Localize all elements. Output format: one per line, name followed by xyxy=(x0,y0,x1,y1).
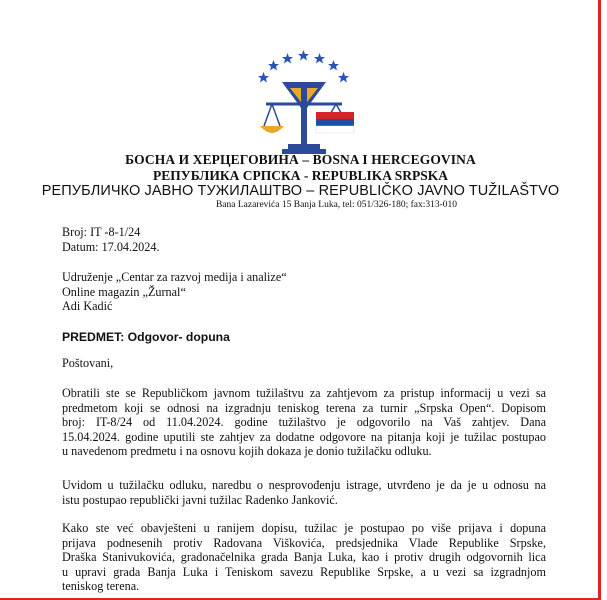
paragraph-decision xyxy=(62,478,546,507)
recipient-organization: Udruženje „Centar za razvoj medija i analize“ xyxy=(62,270,287,284)
header-country: БОСНА И ХЕРЦЕГОВИНА – BOSNA I HERCEGOVINA xyxy=(125,152,476,167)
paragraph-line: Obratili ste se Republičkom javnom tužilaštvu za zahtjevom za pristup informacij u vezi sa xyxy=(62,386,546,400)
subject-line xyxy=(62,330,230,345)
paragraph-line: teniskog terena. xyxy=(62,579,140,594)
paragraph-line: prijava podnesenih protiv Radovana Viškovića, predsjednika Vlade Republike Srpske, xyxy=(62,535,546,550)
paragraph-line: Draška Stanivukovića, gradonačelnika grada Banja Luka, kao i protiv drugih odgovornih lica xyxy=(62,550,546,565)
paragraph-line: u navedenom predmetu i na osnovu kojih dokaza je donio tužilačku odluku. xyxy=(62,444,432,459)
header-entity: РЕПУБЛИКА СРПСКА - REPUBLIKA SRPSKA xyxy=(153,168,448,183)
scale-left-pan xyxy=(260,104,284,133)
recipient-name: Adi Kadić xyxy=(62,299,113,313)
paragraph-line: Kako ste već obavješteni u ranijem dopisu, tužilac je postupao po više prijava i dopuna xyxy=(62,521,546,535)
recipient-magazine: Online magazin „Žurnal“ xyxy=(62,284,186,299)
paragraph-line: broj: IT-8/24 od 11.04.2024. godine tužilaštvo je odgovorilo na Vaš zahtjev. Dana xyxy=(62,415,546,430)
header-institution: РЕПУБЛИЧКО ЈАВНО ТУЖИЛАШТВО – REPUBLIČKO JAVNO TUŽILAŠTVO xyxy=(41,183,560,199)
paragraph-line: Uvidom u tužilačku odluku, naredbu o nesprovođenju istrage, utvrđeno je da je u odnosu na xyxy=(62,478,546,492)
prosecutor-emblem-logo xyxy=(252,48,356,156)
reference-date: Datum: 17.04.2024. xyxy=(62,239,160,254)
paragraph-request xyxy=(62,386,546,459)
stars-arc xyxy=(258,50,349,83)
subject-label: PREDMET: xyxy=(62,330,125,344)
subject-text: Odgovor- dopuna xyxy=(124,330,230,344)
scale-right-flag-pan xyxy=(316,104,354,133)
paragraph-reports xyxy=(62,521,546,594)
paragraph-line: 15.04.2024. godine uputili ste zahtjev za dodatne odgovore na pitanja koji je tužilac postupao xyxy=(62,429,546,444)
header-address: Bana Lazarevića 15 Banja Luka, tel: 051/326-180; fax:313-010 xyxy=(215,200,458,210)
salutation: Poštovani, xyxy=(62,356,114,370)
paragraph-line: u upravi grada Banja Luka i Teniskom savezu Republike Srpske, a u vezi sa izgradnjom xyxy=(62,564,546,579)
reference-number: Broj: IT -8-1/24 xyxy=(62,225,141,239)
recipient-block xyxy=(62,270,287,314)
reference-block xyxy=(62,225,160,254)
paragraph-line: istu postupao republički javni tužilac Radenko Janković. xyxy=(62,492,338,507)
paragraph-line: predmetom koji se odnosi na izgradnju teniskog terena za turnir „Srpska Open“. Dopisom xyxy=(62,400,546,415)
